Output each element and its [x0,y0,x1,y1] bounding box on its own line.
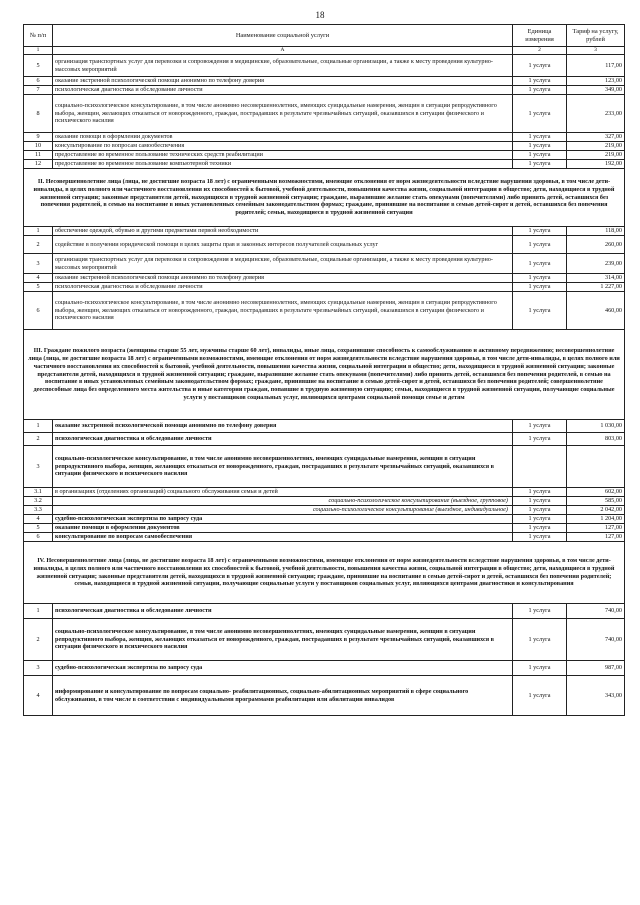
row-number: 9 [24,133,53,142]
table-row [24,619,625,661]
unit-of-measure: 1 услуга [513,236,567,254]
service-name: социально-психологическое консультирование (выездное, индивидуальное) [53,506,513,515]
table-row [24,676,625,716]
unit-of-measure: 1 услуга [513,488,567,497]
table-row [24,95,625,133]
row-number: 5 [24,283,53,292]
unit-of-measure: 1 услуга [513,433,567,446]
tariff-value: 987,00 [567,661,625,676]
service-name: предоставление во временное пользование компьютерной техники [53,160,513,169]
row-number: 7 [24,86,53,95]
row-number: 5 [24,524,53,533]
unit-of-measure: 1 услуга [513,254,567,274]
row-number: 6 [24,533,53,542]
row-number: 4 [24,676,53,716]
unit-of-measure: 1 услуга [513,292,567,330]
table-row [24,524,625,533]
unit-of-measure: 1 услуга [513,533,567,542]
tariff-value: 192,00 [567,160,625,169]
tariff-value: 314,00 [567,274,625,283]
row-number: 2 [24,619,53,661]
service-name: организация транспортных услуг для перевозки и сопровождения в медицинские, образовательные, социальные организации, а также к месту проведения культурно-массовых мероприятий [53,254,513,274]
service-name: судебно-психологическая экспертиза по запросу суда [53,661,513,676]
tariff-value: 117,00 [567,55,625,77]
row-number: 3 [24,661,53,676]
table-row [24,661,625,676]
table-row [24,533,625,542]
service-name: судебно-психологическая экспертиза по запросу суда [53,515,513,524]
index-cell: А [53,47,513,55]
index-cell: 1 [24,47,53,55]
service-name: социально-психологическое консультирование, в том числе анонимно несовершеннолетних, имеющих суицидальные намерения, женщин в ситуации репродуктивного выбора, женщин, желающих отказаться от новорожденного, граждан, пострадавших в результате чрезвычайных ситуаций, оказавшихся в ситуации физического и психического насилия [53,95,513,133]
service-name: социально-психологическое консультирование (выездное, групповое) [53,497,513,506]
tariff-value: 260,00 [567,236,625,254]
table-row [24,283,625,292]
row-number: 2 [24,236,53,254]
table-body [24,55,625,716]
row-number: 3 [24,254,53,274]
header-name: Наименование социальной услуги [53,25,513,47]
table-row [24,160,625,169]
unit-of-measure: 1 услуга [513,142,567,151]
tariff-value: 127,00 [567,524,625,533]
table-row [24,433,625,446]
table-row [24,515,625,524]
service-name: психологическая диагностика и обследование личности [53,86,513,95]
section-title: II. Несовершеннолетние лица (лица, не достигшие возраста 18 лет) с ограниченными возможностями, имеющие отклонения от норм жизнедеятельности вследствие нарушения здоровья, в том числе дети-инвалиды, в целях полного или частичного восстановления их способностей к бытовой, учебной деятельности, повышения качества жизни, социальной интеграции в общество; дети, находящиеся в трудной жизненной ситуации; законные представители детей, находящихся в трудной жизненной ситуации; граждане, выразившие желание стать опекунами (попечителями) либо принять детей, оставшихся без попечения родителей, в семью на воспитание в иных установленных семейным законодательством формах; граждане, принявшие на воспитание в семью детей-сирот и детей, оставшихся без попечения родителей; семьи, находящиеся в трудной жизненной ситуации [24,169,625,227]
row-number: 1 [24,227,53,236]
unit-of-measure: 1 услуга [513,227,567,236]
unit-of-measure: 1 услуга [513,515,567,524]
row-number: 10 [24,142,53,151]
row-number: 6 [24,292,53,330]
row-number: 11 [24,151,53,160]
service-name: информирование и консультирование по вопросам социально- реабилитационных, социально-абилитационных мероприятий в сфере социального обслуживания, в том числе в соответствии с индивидуальными программами реабилитации или абилитации инвалидов [53,676,513,716]
index-cell: 2 [513,47,567,55]
unit-of-measure: 1 услуга [513,133,567,142]
service-name: в организациях (отделениях организаций) социального обслуживания семьи и детей [53,488,513,497]
unit-of-measure: 1 услуга [513,55,567,77]
header-num: № п/п [24,25,53,47]
tariff-value: 233,00 [567,95,625,133]
tariff-value: 327,00 [567,133,625,142]
tariff-value: 1 204,00 [567,515,625,524]
table-row [24,420,625,433]
tariff-value: 602,00 [567,488,625,497]
table-row [24,227,625,236]
row-number: 3.1 [24,488,53,497]
tariff-value: 219,00 [567,151,625,160]
table-header-row [24,25,625,47]
row-number: 1 [24,420,53,433]
service-name: оказание экстренной психологической помощи анонимно по телефону доверия [53,274,513,283]
row-number: 12 [24,160,53,169]
unit-of-measure: 1 услуга [513,676,567,716]
tariff-value: 219,00 [567,142,625,151]
table-row [24,274,625,283]
table-row [24,506,625,515]
row-number: 3 [24,446,53,488]
service-name: социально-психологическое консультирование, в том числе анонимно несовершеннолетних, имеющих суицидальные намерения, женщин в ситуации репродуктивного выбора, женщин, желающих отказаться от новорожденного, граждан, пострадавших в результате чрезвычайных ситуаций, оказавшихся в ситуации физического и психического насилия [53,619,513,661]
row-number: 3.3 [24,506,53,515]
service-name: оказание экстренной психологической помощи анонимно по телефону доверия [53,77,513,86]
row-number: 2 [24,433,53,446]
column-index-row [24,47,625,55]
service-name: психологическая диагностика и обследование личности [53,433,513,446]
unit-of-measure [513,446,567,488]
tariff-value: 123,00 [567,77,625,86]
tariff-value: 1 030,00 [567,420,625,433]
tariff-value: 585,00 [567,497,625,506]
header-unit: Единица измерения [513,25,567,47]
row-number: 5 [24,55,53,77]
table-row [24,142,625,151]
table-row [24,497,625,506]
unit-of-measure: 1 услуга [513,160,567,169]
service-name: психологическая диагностика и обследование личности [53,604,513,619]
unit-of-measure: 1 услуга [513,283,567,292]
unit-of-measure: 1 услуга [513,604,567,619]
unit-of-measure: 1 услуга [513,274,567,283]
row-number: 4 [24,274,53,283]
table-row [24,86,625,95]
service-name: обеспечение одеждой, обувью и другими предметами первой необходимости [53,227,513,236]
row-number: 8 [24,95,53,133]
unit-of-measure: 1 услуга [513,151,567,160]
tariff-value: 2 042,00 [567,506,625,515]
page-number: 18 [315,10,325,20]
tariff-value: 1 227,00 [567,283,625,292]
tariff-value: 740,00 [567,619,625,661]
table-row [24,77,625,86]
service-name: психологическая диагностика и обследование личности [53,283,513,292]
tariff-value: 343,00 [567,676,625,716]
service-name: организация транспортных услуг для перевозки и сопровождения в медицинские, образовательные, социальные организации, а также к месту проведения культурно-массовых мероприятий [53,55,513,77]
unit-of-measure: 1 услуга [513,86,567,95]
unit-of-measure: 1 услуга [513,524,567,533]
unit-of-measure: 1 услуга [513,95,567,133]
tariff-value: 239,00 [567,254,625,274]
service-name: содействие в получении юридической помощи в целях защиты прав и законных интересов получателей социальных услуг [53,236,513,254]
tariff-value: 118,00 [567,227,625,236]
unit-of-measure: 1 услуга [513,77,567,86]
section-header-row [24,330,625,420]
service-name: консультирование по вопросам самообеспечения [53,533,513,542]
section-title: IV. Несовершеннолетние лица (лица, не достигшие возраста 18 лет) с ограниченными возможностями, имеющие отклонения от норм жизнедеятельности вследствие нарушения здоровья, в том числе дети-инвалиды, в целях полного или частичного восстановления их способностей к бытовой, учебной деятельности, повышения качества жизни, социальной интеграции в общество; дети, находящиеся в трудной жизненной ситуации; законные представители детей, находящихся в трудной жизненной ситуации; граждане, принявшие на воспитание в семью детей-сирот и детей, оставшихся без попечения родителей; семьи, находящиеся в трудной жизненной ситуации, получающие социальные услуги у поставщиков социальных услуг, являющихся центрами диагностики и консультирования [24,542,625,604]
service-name: оказание помощи в оформлении документов [53,133,513,142]
row-number: 4 [24,515,53,524]
tariff-value: 349,00 [567,86,625,95]
service-name: оказание экстренной психологической помощи анонимно по телефону доверия [53,420,513,433]
unit-of-measure: 1 услуга [513,619,567,661]
header-price: Тариф на услугу, рублей [567,25,625,47]
table-row [24,292,625,330]
row-number: 1 [24,604,53,619]
service-name: социально-психологическое консультирование, в том числе анонимно несовершеннолетних, имеющих суицидальные намерения, женщин в ситуации репродуктивного выбора, женщин, желающих отказаться от новорожденного, граждан, пострадавших в результате чрезвычайных ситуаций, оказавшихся в ситуации физического и психического насилия [53,292,513,330]
service-name: консультирование по вопросам самообеспечения [53,142,513,151]
service-name: оказание помощи в оформлении документов [53,524,513,533]
section-header-row [24,169,625,227]
service-name: предоставление во временное пользование технических средств реабилитации [53,151,513,160]
tariff-value: 740,00 [567,604,625,619]
section-title: III. Граждане пожилого возраста (женщины старше 55 лет, мужчины старше 60 лет), инвалиды, иные лица, сохранившие способность к самообслуживанию и активному передвижению; несовершеннолетние лица (лица, не достигшие возраста 18 лет) с ограниченными возможностями, имеющие отклонения от норм жизнедеятельности вследствие нарушения здоровья, в том числе дети-инвалиды, в целях полного или частичного восстановления их способностей к бытовой, учебной деятельности, повышения качества жизни, социальной интеграции в общество; дети, находящиеся в трудной жизненной ситуации; законные представители детей, находящихся в трудной жизненной ситуации; граждане, выразившие желание стать опекунами (попечителями) либо принять детей, оставшихся без попечения родителей, в семью на воспитание в иных установленных семейным законодательством формах; граждане, принявшие на воспитание в семью детей-сирот и детей, оставшихся без попечения родителей; совершеннолетние дееспособные лица без определенного места жительства и иные категории граждан, попавшие в трудную жизненную ситуацию; семьи, находящиеся в трудной жизненной ситуации, получающие социальные услуги у поставщиков социальных услуг, являющихся центрами социальной помощи семье и детям [24,330,625,420]
table-row [24,55,625,77]
table-row [24,254,625,274]
tariff-value: 803,00 [567,433,625,446]
index-cell: 3 [567,47,625,55]
row-number: 3.2 [24,497,53,506]
table-row [24,133,625,142]
table-row [24,604,625,619]
unit-of-measure: 1 услуга [513,661,567,676]
unit-of-measure: 1 услуга [513,497,567,506]
table-row [24,236,625,254]
tariff-table [23,24,625,716]
table-row [24,151,625,160]
table-row [24,446,625,488]
tariff-value: 127,00 [567,533,625,542]
table-row [24,488,625,497]
unit-of-measure: 1 услуга [513,420,567,433]
tariff-value [567,446,625,488]
row-number: 6 [24,77,53,86]
tariff-value: 460,00 [567,292,625,330]
unit-of-measure: 1 услуга [513,506,567,515]
section-header-row [24,542,625,604]
service-name: социально-психологическое консультирование, в том числе анонимно несовершеннолетних, имеющих суицидальные намерения, женщин в ситуации репродуктивного выбора, женщин, желающих отказаться от новорожденного, граждан, пострадавших в результате чрезвычайных ситуаций, оказавшихся в ситуации физического и психического насилия [53,446,513,488]
